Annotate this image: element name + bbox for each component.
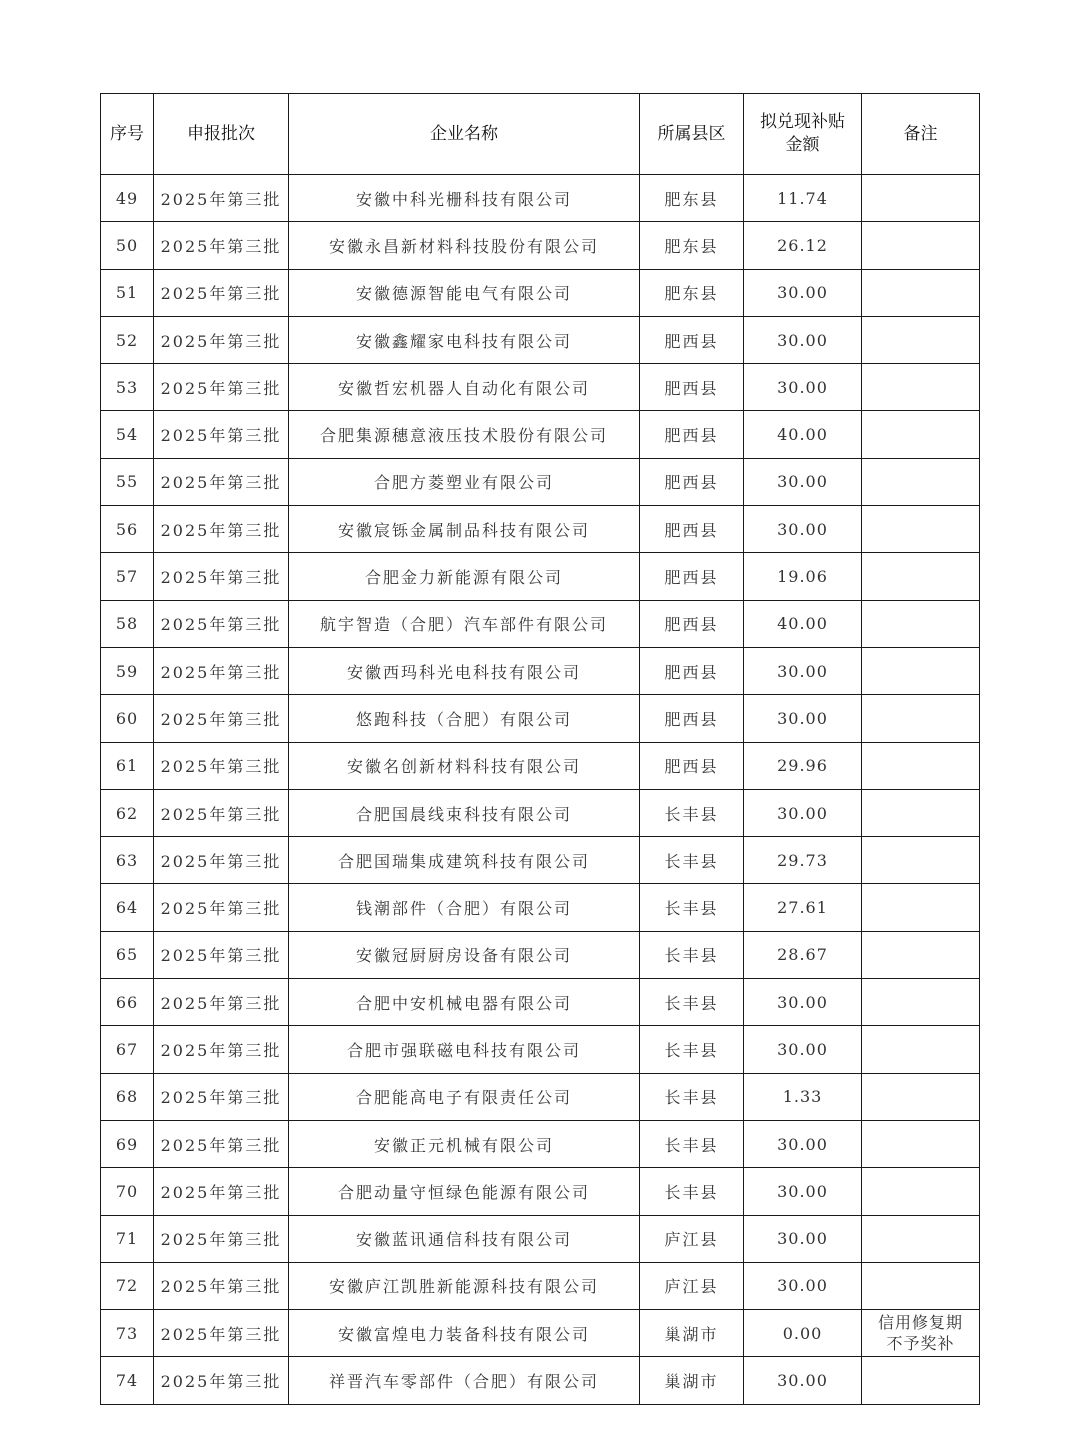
cell-note — [862, 1168, 980, 1215]
cell-amount: 30.00 — [744, 364, 862, 411]
table-row — [101, 1073, 980, 1120]
cell-batch: 2025年第三批 — [154, 506, 289, 553]
cell-index: 62 — [101, 789, 154, 836]
cell-index: 55 — [101, 458, 154, 505]
table-row — [101, 1168, 980, 1215]
cell-index: 70 — [101, 1168, 154, 1215]
cell-county: 肥东县 — [640, 222, 744, 269]
table-row — [101, 175, 980, 222]
cell-batch: 2025年第三批 — [154, 458, 289, 505]
header-row — [101, 94, 980, 175]
cell-company: 合肥市强联磁电科技有限公司 — [289, 1026, 640, 1073]
cell-note — [862, 1262, 980, 1309]
cell-note — [862, 742, 980, 789]
cell-index: 64 — [101, 884, 154, 931]
cell-note — [862, 979, 980, 1026]
cell-amount: 0.00 — [744, 1310, 862, 1357]
cell-county: 肥西县 — [640, 506, 744, 553]
cell-company: 祥晋汽车零部件（合肥）有限公司 — [289, 1357, 640, 1404]
cell-company: 安徽庐江凯胜新能源科技有限公司 — [289, 1262, 640, 1309]
cell-index: 49 — [101, 175, 154, 222]
cell-note — [862, 458, 980, 505]
cell-county: 长丰县 — [640, 931, 744, 978]
table-row — [101, 316, 980, 363]
cell-note — [862, 175, 980, 222]
cell-batch: 2025年第三批 — [154, 364, 289, 411]
table-row — [101, 1310, 980, 1357]
cell-amount: 30.00 — [744, 1215, 862, 1262]
cell-batch: 2025年第三批 — [154, 175, 289, 222]
cell-county: 肥西县 — [640, 364, 744, 411]
cell-note — [862, 837, 980, 884]
cell-amount: 30.00 — [744, 647, 862, 694]
cell-batch: 2025年第三批 — [154, 1073, 289, 1120]
cell-note — [862, 316, 980, 363]
cell-county: 长丰县 — [640, 1073, 744, 1120]
cell-index: 63 — [101, 837, 154, 884]
cell-county: 肥东县 — [640, 175, 744, 222]
cell-batch: 2025年第三批 — [154, 222, 289, 269]
table-row — [101, 1215, 980, 1262]
cell-batch: 2025年第三批 — [154, 600, 289, 647]
cell-county: 肥西县 — [640, 458, 744, 505]
cell-amount: 30.00 — [744, 506, 862, 553]
cell-amount: 40.00 — [744, 411, 862, 458]
cell-index: 60 — [101, 695, 154, 742]
cell-amount: 30.00 — [744, 789, 862, 836]
cell-note: 信用修复期不予奖补 — [862, 1310, 980, 1357]
cell-index: 65 — [101, 931, 154, 978]
cell-batch: 2025年第三批 — [154, 316, 289, 363]
cell-county: 长丰县 — [640, 789, 744, 836]
cell-index: 71 — [101, 1215, 154, 1262]
cell-company: 合肥金力新能源有限公司 — [289, 553, 640, 600]
cell-batch: 2025年第三批 — [154, 1168, 289, 1215]
cell-note — [862, 506, 980, 553]
subsidy-table — [100, 93, 980, 1405]
cell-note — [862, 1357, 980, 1404]
cell-amount: 30.00 — [744, 979, 862, 1026]
cell-county: 庐江县 — [640, 1262, 744, 1309]
cell-county: 肥西县 — [640, 316, 744, 363]
cell-amount: 19.06 — [744, 553, 862, 600]
table-row — [101, 695, 980, 742]
cell-index: 69 — [101, 1120, 154, 1167]
cell-note — [862, 695, 980, 742]
table-row — [101, 837, 980, 884]
header-note: 备注 — [862, 94, 980, 175]
header-index: 序号 — [101, 94, 154, 175]
cell-county: 肥西县 — [640, 600, 744, 647]
header-county: 所属县区 — [640, 94, 744, 175]
cell-company: 安徽鑫耀家电科技有限公司 — [289, 316, 640, 363]
cell-batch: 2025年第三批 — [154, 789, 289, 836]
table-row — [101, 506, 980, 553]
cell-company: 航宇智造（合肥）汽车部件有限公司 — [289, 600, 640, 647]
cell-county: 肥西县 — [640, 411, 744, 458]
table-row — [101, 364, 980, 411]
cell-amount: 30.00 — [744, 1026, 862, 1073]
cell-note — [862, 1073, 980, 1120]
cell-county: 长丰县 — [640, 979, 744, 1026]
table-row — [101, 458, 980, 505]
table-row — [101, 884, 980, 931]
cell-company: 安徽蓝讯通信科技有限公司 — [289, 1215, 640, 1262]
cell-batch: 2025年第三批 — [154, 1026, 289, 1073]
cell-batch: 2025年第三批 — [154, 647, 289, 694]
table-row — [101, 1262, 980, 1309]
cell-batch: 2025年第三批 — [154, 742, 289, 789]
cell-county: 长丰县 — [640, 1026, 744, 1073]
cell-company: 合肥方菱塑业有限公司 — [289, 458, 640, 505]
table-row — [101, 1026, 980, 1073]
table-row — [101, 647, 980, 694]
cell-batch: 2025年第三批 — [154, 837, 289, 884]
cell-company: 安徽哲宏机器人自动化有限公司 — [289, 364, 640, 411]
cell-index: 61 — [101, 742, 154, 789]
table-body — [101, 175, 980, 1405]
cell-note — [862, 789, 980, 836]
cell-index: 72 — [101, 1262, 154, 1309]
table-row — [101, 553, 980, 600]
cell-note — [862, 1120, 980, 1167]
cell-company: 安徽名创新材料科技有限公司 — [289, 742, 640, 789]
cell-company: 安徽永昌新材料科技股份有限公司 — [289, 222, 640, 269]
cell-county: 巢湖市 — [640, 1357, 744, 1404]
cell-batch: 2025年第三批 — [154, 411, 289, 458]
cell-index: 50 — [101, 222, 154, 269]
cell-note — [862, 884, 980, 931]
cell-amount: 30.00 — [744, 1357, 862, 1404]
cell-amount: 30.00 — [744, 1120, 862, 1167]
cell-amount: 27.61 — [744, 884, 862, 931]
cell-batch: 2025年第三批 — [154, 1357, 289, 1404]
table-row — [101, 1357, 980, 1404]
cell-batch: 2025年第三批 — [154, 931, 289, 978]
cell-index: 59 — [101, 647, 154, 694]
cell-county: 肥西县 — [640, 695, 744, 742]
table-row — [101, 222, 980, 269]
cell-company: 安徽德源智能电气有限公司 — [289, 269, 640, 316]
table-row — [101, 269, 980, 316]
cell-index: 68 — [101, 1073, 154, 1120]
cell-batch: 2025年第三批 — [154, 269, 289, 316]
cell-index: 54 — [101, 411, 154, 458]
cell-index: 73 — [101, 1310, 154, 1357]
cell-company: 合肥集源穗意液压技术股份有限公司 — [289, 411, 640, 458]
cell-index: 67 — [101, 1026, 154, 1073]
cell-note — [862, 647, 980, 694]
cell-note — [862, 1026, 980, 1073]
cell-index: 53 — [101, 364, 154, 411]
header-amount: 拟兑现补贴金额 — [744, 94, 862, 175]
table-row — [101, 789, 980, 836]
cell-company: 合肥能高电子有限责任公司 — [289, 1073, 640, 1120]
cell-index: 52 — [101, 316, 154, 363]
table-row — [101, 979, 980, 1026]
cell-batch: 2025年第三批 — [154, 553, 289, 600]
cell-company: 安徽富煌电力装备科技有限公司 — [289, 1310, 640, 1357]
cell-amount: 30.00 — [744, 269, 862, 316]
cell-note — [862, 222, 980, 269]
cell-index: 74 — [101, 1357, 154, 1404]
cell-amount: 30.00 — [744, 695, 862, 742]
table-row — [101, 1120, 980, 1167]
cell-amount: 26.12 — [744, 222, 862, 269]
table-row — [101, 600, 980, 647]
cell-index: 56 — [101, 506, 154, 553]
cell-note — [862, 269, 980, 316]
cell-county: 长丰县 — [640, 884, 744, 931]
cell-batch: 2025年第三批 — [154, 979, 289, 1026]
cell-amount: 11.74 — [744, 175, 862, 222]
cell-index: 66 — [101, 979, 154, 1026]
cell-company: 安徽西玛科光电科技有限公司 — [289, 647, 640, 694]
cell-amount: 29.73 — [744, 837, 862, 884]
cell-batch: 2025年第三批 — [154, 1120, 289, 1167]
cell-batch: 2025年第三批 — [154, 1262, 289, 1309]
cell-company: 安徽宸铄金属制品科技有限公司 — [289, 506, 640, 553]
cell-amount: 1.33 — [744, 1073, 862, 1120]
header-batch: 申报批次 — [154, 94, 289, 175]
header-company: 企业名称 — [289, 94, 640, 175]
cell-company: 安徽冠厨厨房设备有限公司 — [289, 931, 640, 978]
cell-county: 长丰县 — [640, 1120, 744, 1167]
cell-company: 安徽中科光栅科技有限公司 — [289, 175, 640, 222]
cell-note — [862, 364, 980, 411]
table-row — [101, 742, 980, 789]
cell-note — [862, 411, 980, 458]
cell-amount: 29.96 — [744, 742, 862, 789]
cell-company: 钱潮部件（合肥）有限公司 — [289, 884, 640, 931]
cell-county: 长丰县 — [640, 1168, 744, 1215]
cell-amount: 30.00 — [744, 316, 862, 363]
cell-amount: 40.00 — [744, 600, 862, 647]
cell-note — [862, 931, 980, 978]
cell-note — [862, 1215, 980, 1262]
cell-index: 51 — [101, 269, 154, 316]
cell-note — [862, 600, 980, 647]
cell-company: 合肥动量守恒绿色能源有限公司 — [289, 1168, 640, 1215]
cell-county: 长丰县 — [640, 837, 744, 884]
cell-batch: 2025年第三批 — [154, 884, 289, 931]
cell-amount: 30.00 — [744, 1262, 862, 1309]
cell-batch: 2025年第三批 — [154, 1310, 289, 1357]
cell-amount: 30.00 — [744, 1168, 862, 1215]
cell-company: 安徽正元机械有限公司 — [289, 1120, 640, 1167]
cell-company: 合肥国晨线束科技有限公司 — [289, 789, 640, 836]
table-row — [101, 411, 980, 458]
cell-county: 庐江县 — [640, 1215, 744, 1262]
cell-amount: 30.00 — [744, 458, 862, 505]
cell-county: 肥西县 — [640, 647, 744, 694]
cell-index: 57 — [101, 553, 154, 600]
cell-county: 肥西县 — [640, 742, 744, 789]
cell-note — [862, 553, 980, 600]
cell-company: 合肥中安机械电器有限公司 — [289, 979, 640, 1026]
cell-county: 巢湖市 — [640, 1310, 744, 1357]
cell-company: 合肥国瑞集成建筑科技有限公司 — [289, 837, 640, 884]
cell-county: 肥西县 — [640, 553, 744, 600]
cell-batch: 2025年第三批 — [154, 1215, 289, 1262]
cell-index: 58 — [101, 600, 154, 647]
cell-batch: 2025年第三批 — [154, 695, 289, 742]
cell-county: 肥东县 — [640, 269, 744, 316]
table-row — [101, 931, 980, 978]
cell-company: 悠跑科技（合肥）有限公司 — [289, 695, 640, 742]
cell-amount: 28.67 — [744, 931, 862, 978]
